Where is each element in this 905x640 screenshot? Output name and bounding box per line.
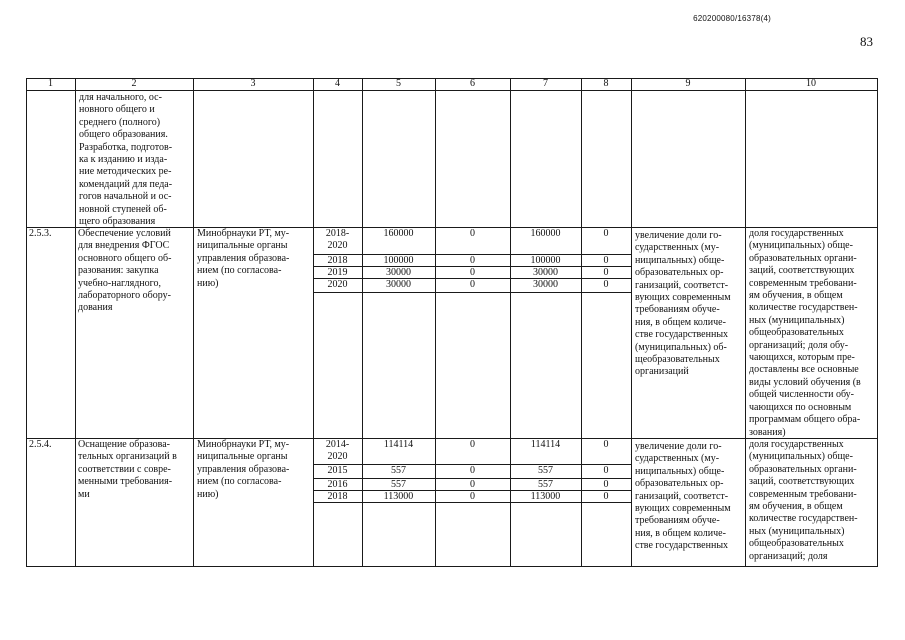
text-line: количестве государствен- [749,302,858,314]
text-line: (муниципальных) обще- [749,240,853,252]
text-line: ных (муниципальных) [749,314,845,326]
text-line: увеличение доли го- [635,230,722,241]
text-line: нием (по согласова- [197,476,282,488]
text-line: щеобразовательных [635,354,720,366]
text-line: для начального, ос- [79,92,162,103]
text-line: зования) [749,426,786,438]
executor [197,228,311,290]
year [313,279,362,291]
funding-value: 557 [391,465,406,476]
text-line: современным требовани- [749,277,857,289]
funding-value: 0 [603,491,609,502]
text-line: 2020 [327,279,348,290]
text-line: нием (по согласова- [197,265,282,277]
text-line: сударственных (му- [635,242,720,254]
text-line: вующих современным [635,503,731,515]
text-line: 2018 [327,255,348,266]
text-line: ния, в общем количе- [635,527,726,539]
text-line: образовательных ор- [635,267,724,279]
text-line: управления образова- [197,252,290,264]
text-line: ка к изданию и изда- [79,154,168,166]
funding-value: 160000 [530,228,561,239]
text-line: новного общего и [79,104,155,116]
text-line: 2020 [327,451,348,463]
text-line: стве государственных [635,329,729,341]
text-line: среднего (полного) [79,116,161,128]
text-line: новной ступеней об- [79,203,167,215]
column-header-6: 6 [470,78,475,89]
funding-value: 0 [470,439,475,450]
text-line: нию) [197,488,219,500]
year [313,465,362,477]
text-line: комендаций для педа- [79,178,173,190]
document-number: 620200080/16378(4) [693,14,771,23]
text-line: ям обучения, в общем [749,501,843,513]
funding-value: 160000 [383,228,414,239]
text-line: (муниципальных) обще- [749,451,853,463]
column-header-10: 10 [806,78,816,89]
funding-value: 0 [603,279,609,290]
column-header-1: 1 [48,78,53,89]
funding-value: 0 [603,228,609,239]
text-line: ниципальных) обще- [635,254,725,266]
text-line: ми [78,488,90,500]
indicator [749,228,875,439]
year [313,491,362,503]
text-line: ниципальные органы [197,451,288,463]
year [313,255,362,267]
year [313,267,362,279]
column-header-7: 7 [543,78,548,89]
funding-value: 0 [470,479,475,490]
funding-value: 0 [603,255,609,266]
funding-value: 0 [603,479,609,490]
funding-value: 0 [603,267,609,278]
funding-value: 30000 [533,267,558,278]
column-rule [745,78,746,567]
funding-value: 114114 [530,439,561,450]
column-rule [193,78,194,567]
text-line: общего образования. [79,129,168,141]
text-line: виды условий обучения (в [749,376,861,388]
text-line: управления образова- [197,463,290,475]
funding-value: 100000 [530,255,561,266]
text-line: сударственных (му- [635,453,720,465]
column-rule [877,78,878,567]
text-line: современным требовани- [749,488,857,500]
table-rule [26,566,878,567]
text-line: количестве государствен- [749,513,858,525]
text-line: программам общего обра- [749,414,861,426]
activity-code: 2.5.4. [29,439,52,450]
funding-value: 557 [538,479,553,490]
activity-name [78,439,191,501]
executor [197,439,311,501]
funding-value: 0 [470,491,475,502]
text-line: соответствии с совре- [78,463,171,475]
text-line: Оснащение образова- [78,439,171,450]
text-line: ных (муниципальных) [749,525,845,537]
text-line: доля государственных [749,439,844,450]
text-line: ганизаций, соответст- [635,490,729,502]
funding-value: 0 [470,465,475,476]
text-line: чающихся, которым пре- [749,352,855,364]
text-line: 2015 [327,465,348,476]
column-rule [26,78,27,567]
expected-result [635,441,743,553]
column-rule [75,78,76,567]
text-line: общей численности обу- [749,389,854,401]
text-line: стве государственных [635,540,729,552]
funding-value: 0 [470,267,475,278]
text-line: чающихся по основным [749,401,852,413]
text-line: ганизаций, соответст- [635,279,729,291]
funding-value: 557 [391,479,406,490]
text-line: тельных организаций в [78,451,177,463]
text-line: ния, в общем количе- [635,316,726,328]
funding-value: 100000 [383,255,414,266]
text-line: гогов начальной и ос- [79,191,172,203]
year [313,479,362,491]
funding-value: 113000 [530,491,561,502]
text-line: учебно-наглядного, [78,277,162,289]
funding-value: 557 [538,465,553,476]
text-line: организаций; доля [749,550,828,562]
funding-value: 0 [470,228,475,239]
text-line: для внедрения ФГОС [78,240,170,252]
text-line: ние методических ре- [79,166,172,178]
text-line: требованиям обуче- [635,515,720,527]
column-rule [631,78,632,567]
text-line: 2018- [325,228,350,239]
text-line: 2014- [325,439,350,450]
text-line: Обеспечение условий [78,228,171,239]
text-line: основного общего об- [78,252,172,264]
text-line: ниципальных) обще- [635,465,725,477]
funding-value: 0 [470,279,475,290]
text-line: лабораторного обору- [78,290,171,302]
text-line: дования [78,302,113,314]
column-header-8: 8 [603,78,609,89]
year [313,439,362,464]
funding-value: 114114 [383,439,414,450]
column-header-3: 3 [250,78,256,89]
text-line: организаций [635,366,689,378]
text-line: доставлены все основные [749,364,859,376]
text-line: вующих современным [635,292,731,304]
column-header-5: 5 [396,78,401,89]
text-line: 2016 [327,479,348,490]
text-line: общеобразовательных [749,327,844,339]
text-line: требованиям обуче- [635,304,720,316]
column-header-9: 9 [685,78,691,89]
text-line: Минобрнауки РТ, му- [197,228,290,239]
funding-value: 30000 [533,279,558,290]
activity-name [78,228,191,315]
activity-code: 2.5.3. [29,228,52,239]
year [313,228,362,253]
funding-value: 0 [470,255,475,266]
text-line: организаций; доля обу- [749,339,849,351]
continuation-activity-name [79,92,191,228]
text-line: ниципальные органы [197,240,288,252]
page-number: 83 [860,34,873,49]
text-line: 2018 [327,491,348,502]
table-rule [26,90,878,91]
year-rule [313,292,632,293]
text-line: (муниципальных) об- [635,341,727,353]
funding-value: 0 [603,439,609,450]
text-line: Разработка, подготов- [79,141,173,153]
funding-value: 30000 [386,279,411,290]
text-line: нию) [197,277,219,289]
text-line: 2019 [327,267,348,278]
column-header-2: 2 [131,78,137,89]
text-line: щего образования [79,216,156,228]
text-line: ям обучения, в общем [749,290,843,302]
funding-value: 113000 [383,491,414,502]
funding-value: 30000 [386,267,411,278]
text-line: менными требования- [78,476,173,488]
text-line: увеличение доли го- [635,441,722,452]
text-line: Минобрнауки РТ, му- [197,439,290,450]
funding-value: 0 [603,465,609,476]
indicator [749,439,875,563]
text-line: заций, соответствующих [749,265,855,277]
text-line: образовательных органи- [749,463,857,475]
text-line: 2020 [327,240,348,252]
text-line: образовательных ор- [635,478,724,490]
text-line: заций, соответствующих [749,476,855,488]
text-line: образовательных органи- [749,252,857,264]
text-line: доля государственных [749,228,844,239]
expected-result [635,230,743,379]
text-line: общеобразовательных [749,538,844,550]
column-header-4: 4 [335,78,340,89]
text-line: разования: закупка [78,265,159,277]
